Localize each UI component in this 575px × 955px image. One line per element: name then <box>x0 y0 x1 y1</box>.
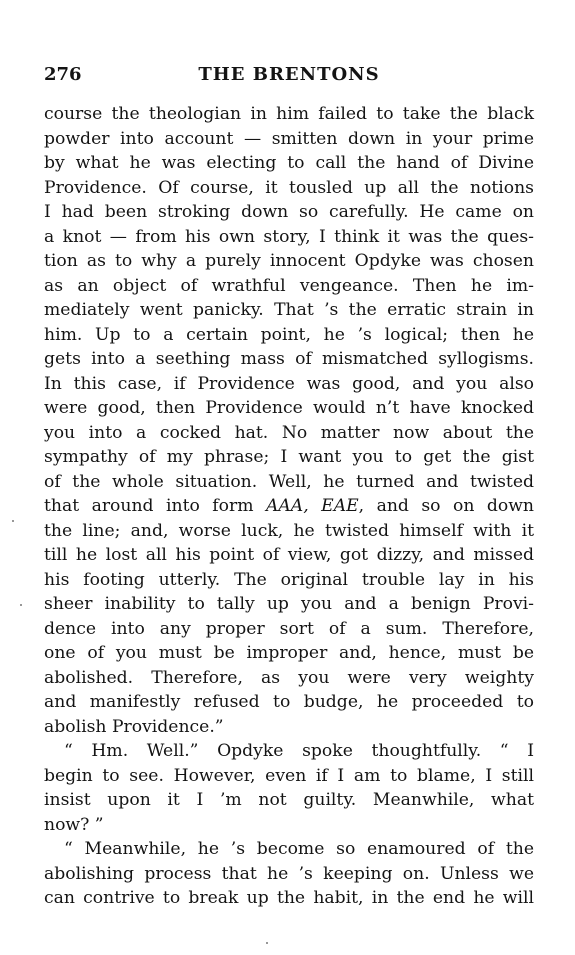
text-line: by what he was electing to call the hand of Divine <box>44 153 534 173</box>
running-title: THE BRENTONS <box>198 64 380 85</box>
text-line: In this case, if Providence was good, and you also <box>44 373 534 394</box>
scan-speck <box>20 604 22 606</box>
text-line: his footing utterly. The original trouble lay in his <box>44 569 534 590</box>
body-text <box>44 102 534 911</box>
text-line: as an object of wrathful vengeance. Then he im- <box>44 275 534 296</box>
text-line: him. Up to a certain point, he ’s logical; then he <box>44 324 534 345</box>
text-line: now? ” <box>44 814 104 835</box>
text-line: insist upon it I ’m not guilty. Meanwhile, what <box>44 790 534 810</box>
text-line: dence into any proper sort of a sum. Therefore, <box>44 618 534 639</box>
text-line: gets into a seething mass of mismatched syllogisms. <box>44 349 534 369</box>
text-line: of the whole situation. Well, he turned and twisted <box>44 471 534 492</box>
scan-speck <box>12 520 14 522</box>
text-line: “ Meanwhile, he ’s become so enamoured of the <box>64 839 534 859</box>
text-line: sympathy of my phrase; I want you to get the gist <box>44 447 534 467</box>
text-line: that around into form AAA, EAE, and so on down <box>44 496 535 516</box>
page-number: 276 <box>44 64 82 85</box>
text-line: one of you must be improper and, hence, must be <box>44 643 534 663</box>
text-line: can contrive to break up the habit, in the end he will <box>44 888 534 908</box>
scan-speck <box>266 942 268 944</box>
text-line: course the theologian in him failed to take the black <box>44 104 534 124</box>
text-line: I had been stroking down so carefully. He came on <box>44 202 534 222</box>
text-line: you into a cocked hat. No matter now about the <box>44 422 534 443</box>
text-line: were good, then Providence would n’t have knocked <box>44 398 534 418</box>
text-line: begin to see. However, even if I am to blame, I still <box>44 765 534 786</box>
text-line: powder into account — smitten down in your prime <box>44 128 534 149</box>
text-line: tion as to why a purely innocent Opdyke was chosen <box>44 251 534 271</box>
text-line: Providence. Of course, it tousled up all the notions <box>44 177 534 198</box>
text-line: the line; and, worse luck, he twisted himself with it <box>44 520 534 541</box>
syllogism-forms: AAA, EAE <box>265 496 359 516</box>
text-line: “ Hm. Well.” Opdyke spoke thoughtfully. “ I <box>64 741 534 761</box>
text-line: a knot — from his own story, I think it was the ques- <box>44 226 534 247</box>
text-line: abolishing process that he ’s keeping on. Unless we <box>44 863 534 884</box>
text-line: mediately went panicky. That ’s the erratic strain in <box>44 300 534 320</box>
text-line: and manifestly refused to budge, he proceeded to <box>44 692 534 712</box>
text-line: till he lost all his point of view, got dizzy, and missed <box>44 545 534 565</box>
running-head <box>44 64 534 94</box>
text-line: sheer inability to tally up you and a benign Provi- <box>44 594 534 614</box>
text-line: abolish Providence.” <box>44 716 224 737</box>
text-line: abolished. Therefore, as you were very weighty <box>44 667 534 688</box>
